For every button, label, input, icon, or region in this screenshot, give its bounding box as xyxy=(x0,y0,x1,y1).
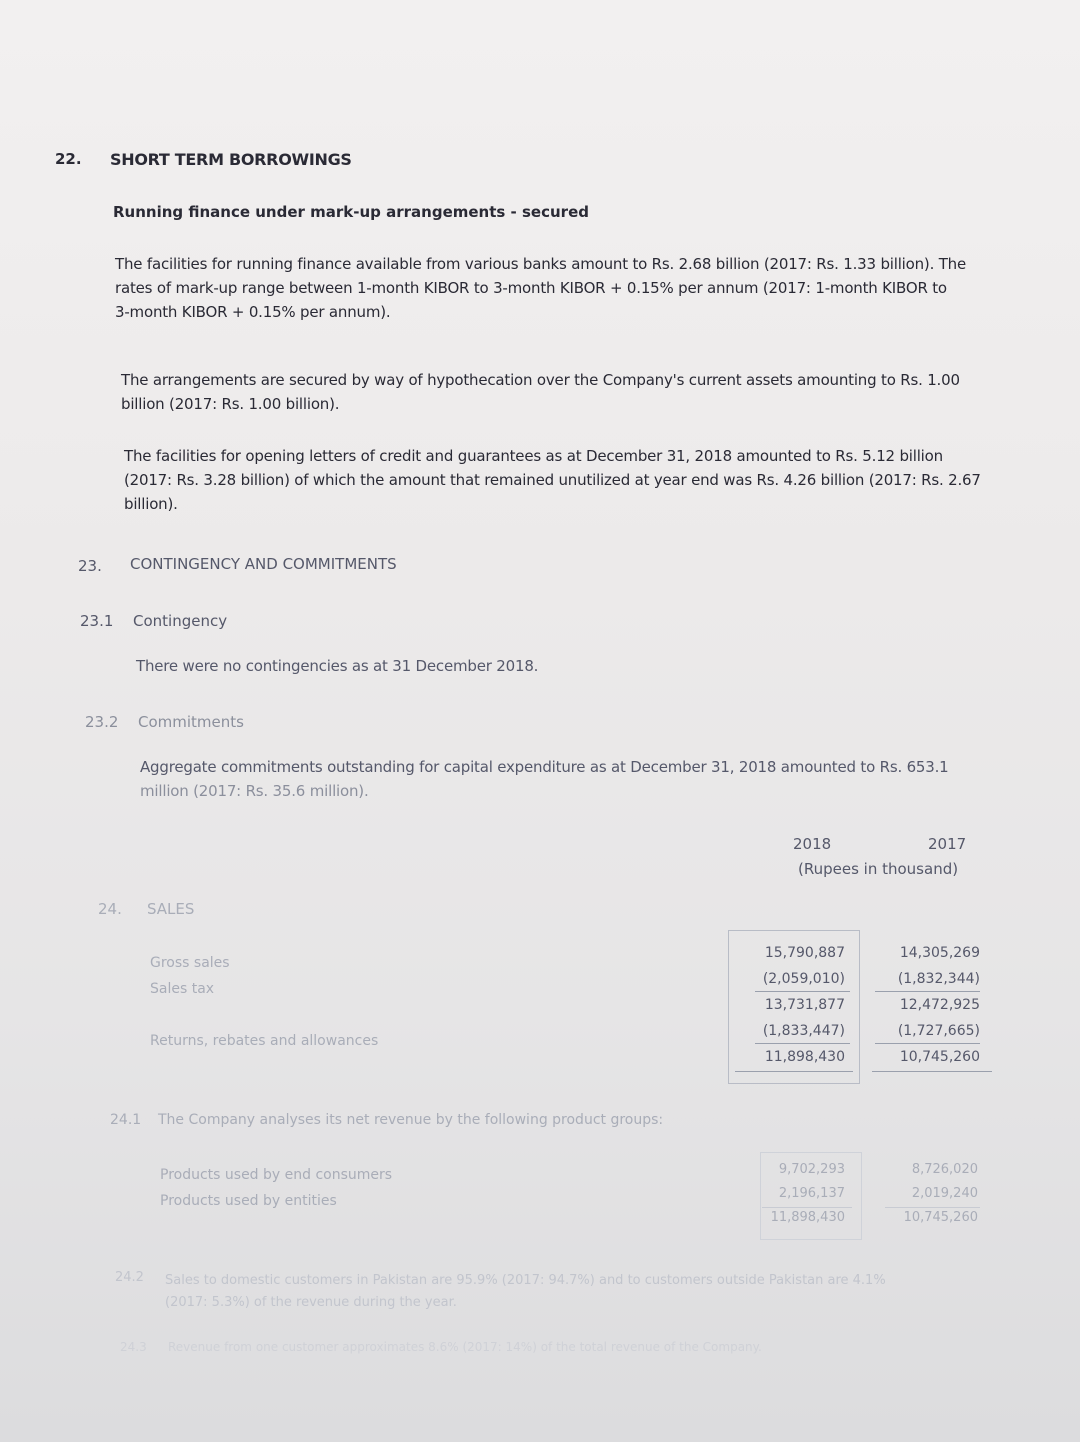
cell-2017-net: 10,745,260 xyxy=(899,1049,980,1065)
sales-labels xyxy=(150,950,378,1054)
net-rule-2018 xyxy=(755,1043,850,1044)
section-23-2-number: 23.2 xyxy=(85,713,119,731)
groups-2018-column xyxy=(745,1158,845,1230)
cell-2017-groups-total: 10,745,260 xyxy=(903,1210,978,1225)
sales-2018-column xyxy=(740,940,845,1070)
paragraph-line: 3-month KIBOR + 0.15% per annum). xyxy=(115,303,391,321)
groups-2017-column xyxy=(870,1158,978,1230)
note-24-1-text: The Company analyses its net revenue by the following product groups: xyxy=(158,1112,664,1128)
note-24-2-number: 24.2 xyxy=(115,1270,144,1285)
note-24-2-text xyxy=(165,1270,1035,1314)
label-entities: Products used by entities xyxy=(160,1193,337,1209)
cell-2017-entities: 2,019,240 xyxy=(911,1186,978,1201)
cell-2017-gross: 14,305,269 xyxy=(899,945,980,961)
sales-2017-column xyxy=(870,940,980,1070)
section-22-paragraph-1 xyxy=(115,252,1015,324)
groups-rule-2018 xyxy=(762,1207,852,1208)
note-24-1-number: 24.1 xyxy=(110,1112,142,1128)
subtotal-rule-2018 xyxy=(755,991,850,992)
label-sales-tax: Sales tax xyxy=(150,981,215,997)
paragraph-line: billion (2017: Rs. 1.00 billion). xyxy=(121,395,340,413)
groups-rule-2017 xyxy=(885,1207,980,1208)
cell-2017-end-consumers: 8,726,020 xyxy=(911,1162,978,1177)
cell-2018-returns: (1,833,447) xyxy=(762,1023,845,1039)
section-22-paragraph-3 xyxy=(124,444,1014,516)
note-24-3-number: 24.3 xyxy=(120,1340,147,1354)
unit-label: (Rupees in thousand) xyxy=(798,860,959,878)
paragraph-line: Sales to domestic customers in Pakistan are 95.9% (2017: 94.7%) and to customers outside Pakistan are 4.1% xyxy=(165,1273,886,1288)
section-22-subtitle: Running finance under mark-up arrangements - secured xyxy=(113,203,589,221)
cell-2017-tax: (1,832,344) xyxy=(897,971,980,987)
paragraph-line: Aggregate commitments outstanding for capital expenditure as at December 31, 2018 amounted to Rs. 653.1 xyxy=(140,758,949,776)
section-23-number: 23. xyxy=(78,557,102,575)
net-rule-2017 xyxy=(875,1043,980,1044)
paragraph-line: (2017: Rs. 3.28 billion) of which the amount that remained unutilized at year end was Rs. 4.26 billion (2017: Rs. 2.67 xyxy=(124,471,981,489)
paragraph-line: million (2017: Rs. 35.6 million). xyxy=(140,782,369,800)
section-23-2-title: Commitments xyxy=(138,713,244,731)
paragraph-line: The arrangements are secured by way of hypothecation over the Company's current assets amounting to Rs. 1.00 xyxy=(121,371,960,389)
section-23-1-number: 23.1 xyxy=(80,612,114,630)
section-22-title: SHORT TERM BORROWINGS xyxy=(110,150,352,169)
cell-2018-tax: (2,059,010) xyxy=(762,971,845,987)
section-22-paragraph-2 xyxy=(121,368,1011,416)
label-end-consumers: Products used by end consumers xyxy=(160,1167,393,1183)
cell-2018-gross: 15,790,887 xyxy=(764,945,845,961)
section-23-1-text: There were no contingencies as at 31 December 2018. xyxy=(136,657,539,675)
cell-2018-entities: 2,196,137 xyxy=(778,1186,845,1201)
cell-2017-subtotal: 12,472,925 xyxy=(899,997,980,1013)
year-2018-header: 2018 xyxy=(793,835,832,853)
section-23-title: CONTINGENCY AND COMMITMENTS xyxy=(130,555,397,573)
paragraph-line: The facilities for running finance available from various banks amount to Rs. 2.68 billion (2017: Rs. 1.33 billion). The xyxy=(115,255,967,273)
subtotal-rule-2017 xyxy=(875,991,980,992)
total-rule-2017 xyxy=(872,1071,992,1072)
section-24-number: 24. xyxy=(98,900,122,918)
cell-2018-end-consumers: 9,702,293 xyxy=(778,1162,845,1177)
total-rule-2018 xyxy=(735,1071,853,1072)
product-group-labels xyxy=(160,1162,392,1214)
paragraph-line: The facilities for opening letters of credit and guarantees as at December 31, 2018 amounted to Rs. 5.12 billion xyxy=(124,447,943,465)
year-2017-header: 2017 xyxy=(928,835,967,853)
cell-2018-groups-total: 11,898,430 xyxy=(770,1210,845,1225)
paragraph-line: billion). xyxy=(124,495,178,513)
section-23-2-text xyxy=(140,755,1000,803)
paragraph-line: rates of mark-up range between 1-month KIBOR to 3-month KIBOR + 0.15% per annum (2017: 1-month KIBOR to xyxy=(115,279,947,297)
section-22-number: 22. xyxy=(55,150,82,168)
label-gross-sales: Gross sales xyxy=(150,955,230,971)
note-24-3-text: Revenue from one customer approximates 8.6% (2017: 14%) of the total revenue of the Company. xyxy=(168,1340,762,1354)
cell-2017-returns: (1,727,665) xyxy=(897,1023,980,1039)
label-subtotal xyxy=(150,1002,378,1028)
cell-2018-subtotal: 13,731,877 xyxy=(764,997,845,1013)
paragraph-line: (2017: 5.3%) of the revenue during the year. xyxy=(165,1295,457,1310)
label-returns: Returns, rebates and allowances xyxy=(150,1033,379,1049)
section-24-title: SALES xyxy=(147,900,195,918)
section-23-1-title: Contingency xyxy=(133,612,228,630)
cell-2018-net: 11,898,430 xyxy=(764,1049,845,1065)
